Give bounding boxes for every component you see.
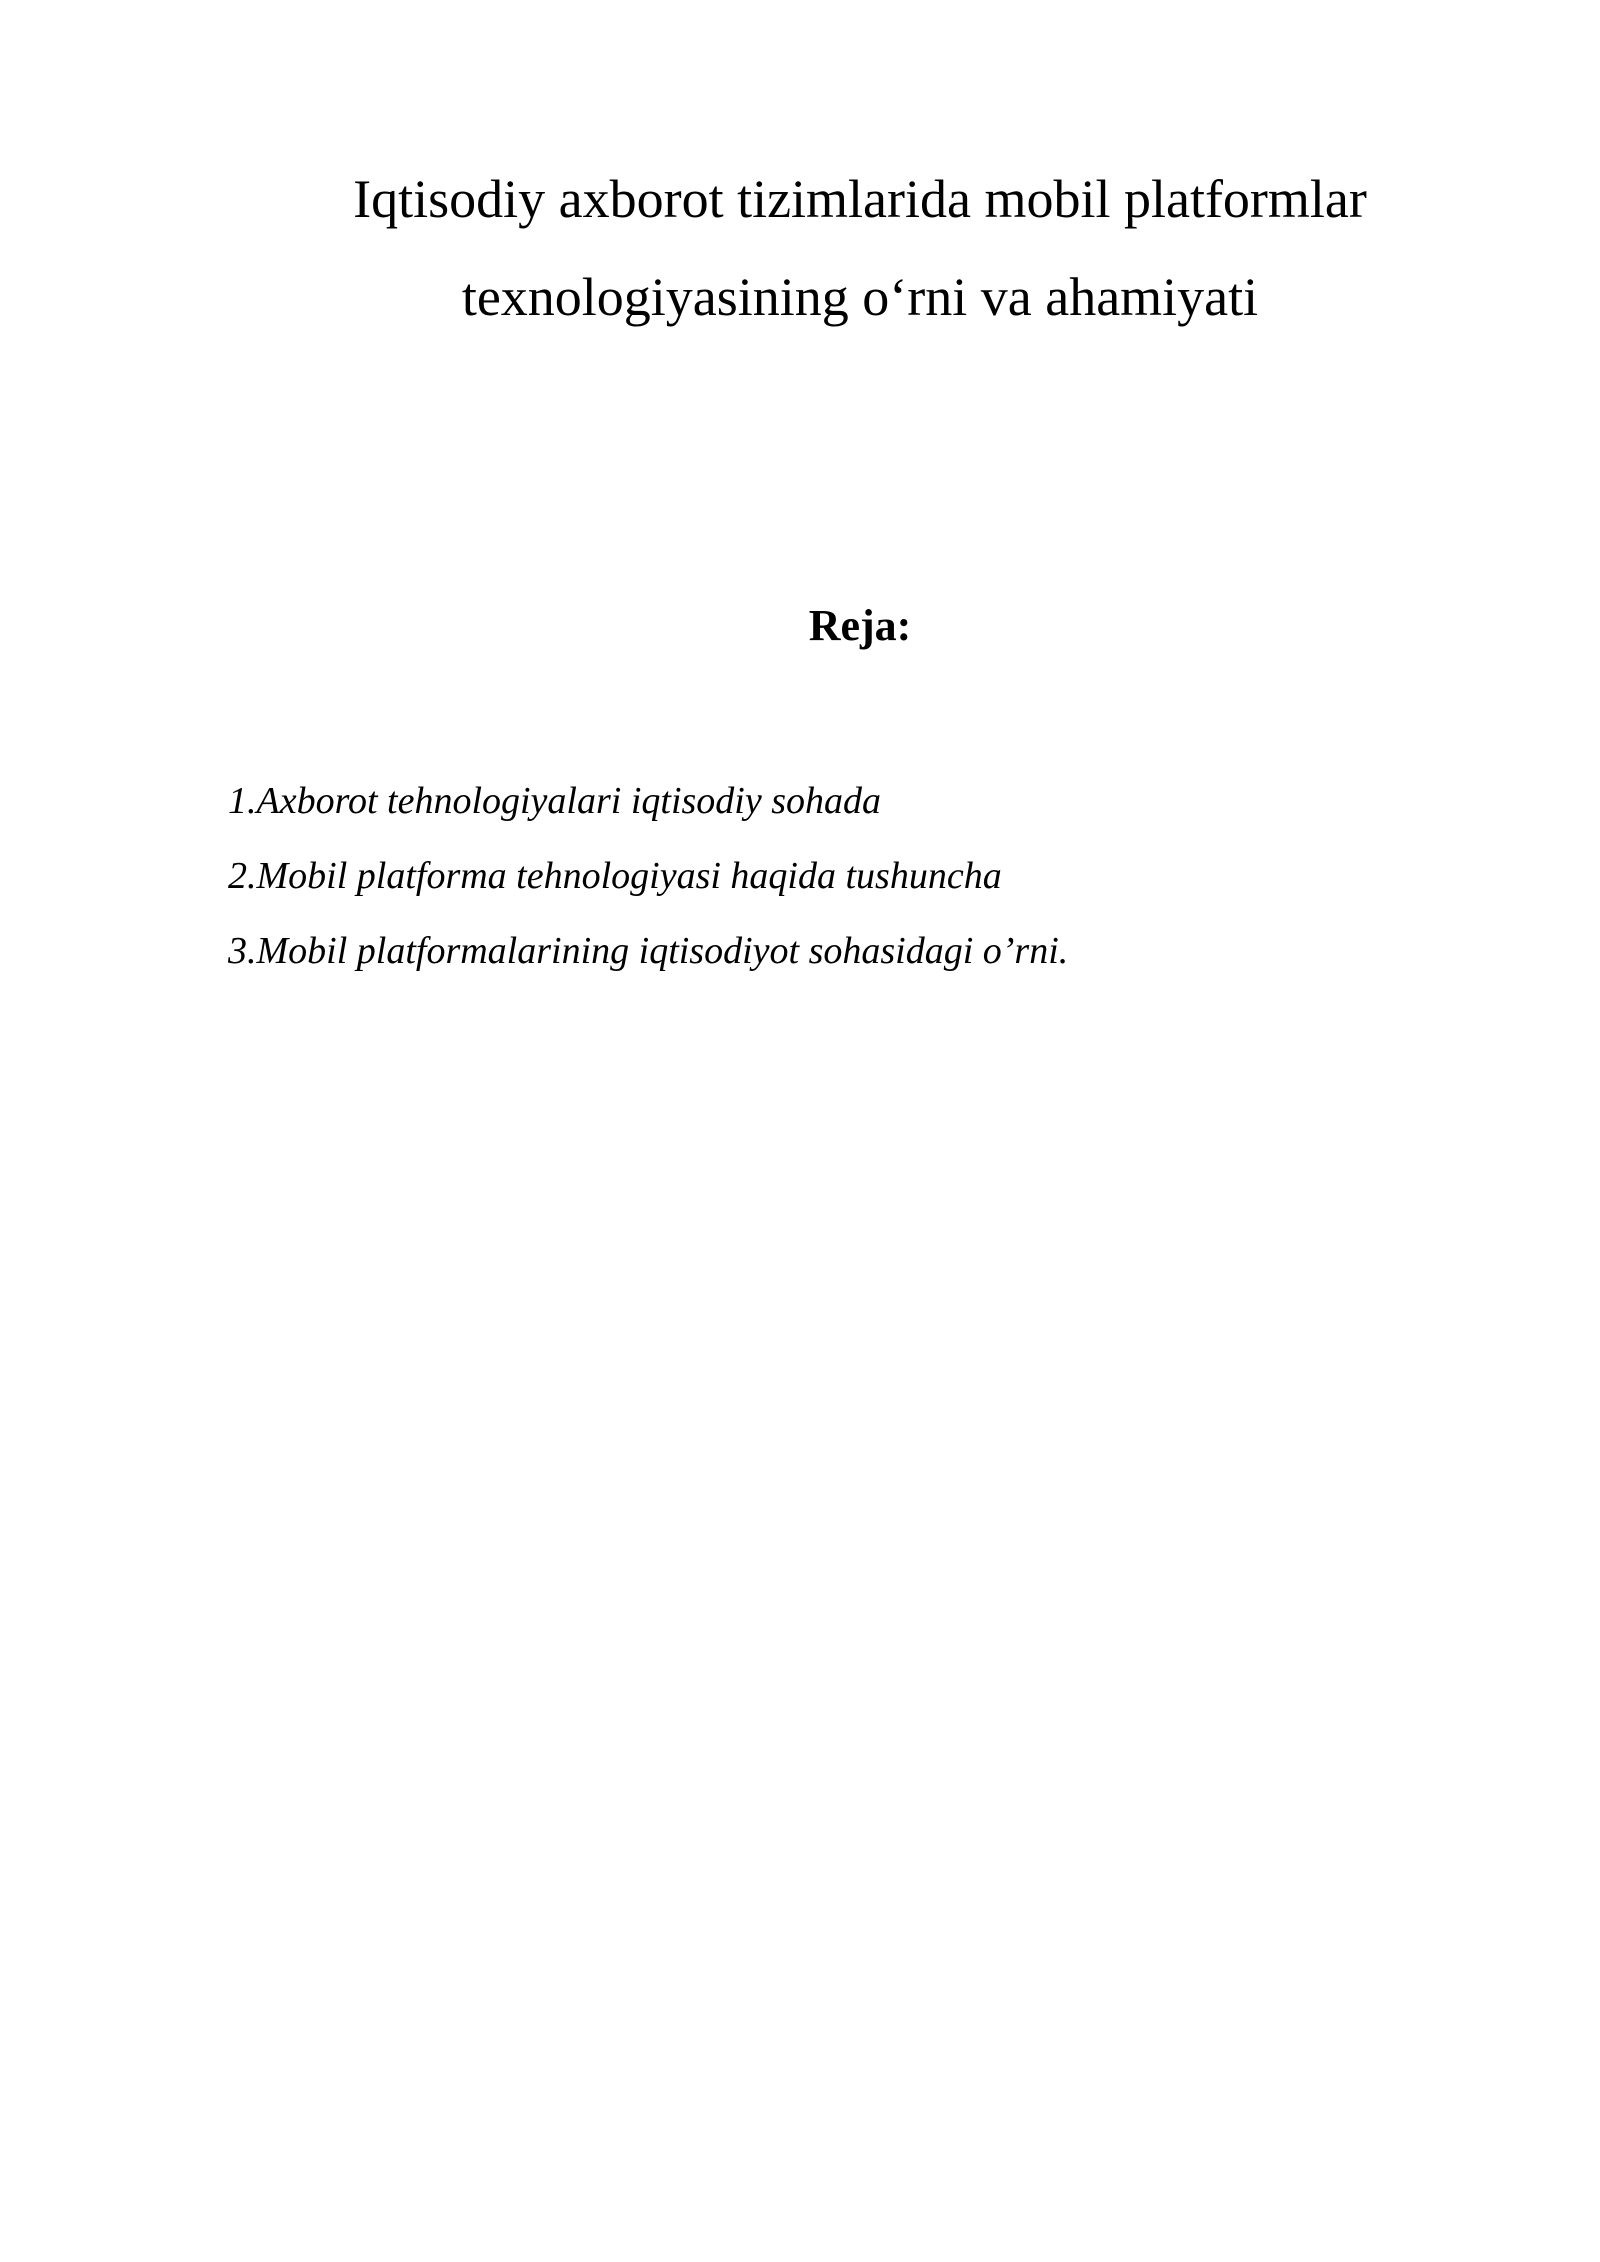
plan-item: 2.Mobil platforma tehnologiyasi haqida tushuncha	[228, 855, 1002, 897]
plan-item: 3.Mobil platformalarining iqtisodiyot sohasidagi o’rni.	[228, 930, 1069, 972]
title-line: Iqtisodiy axborot tizimlarida mobil platformlar	[353, 169, 1367, 229]
plan-item: 1.Axborot tehnologiyalari iqtisodiy sohada	[228, 780, 881, 822]
document-title	[260, 150, 1460, 346]
plan-heading: Reja:	[808, 601, 912, 650]
title-line: texnologiyasining o‘rni va ahamiyati	[461, 267, 1259, 327]
plan-list	[228, 764, 1068, 989]
